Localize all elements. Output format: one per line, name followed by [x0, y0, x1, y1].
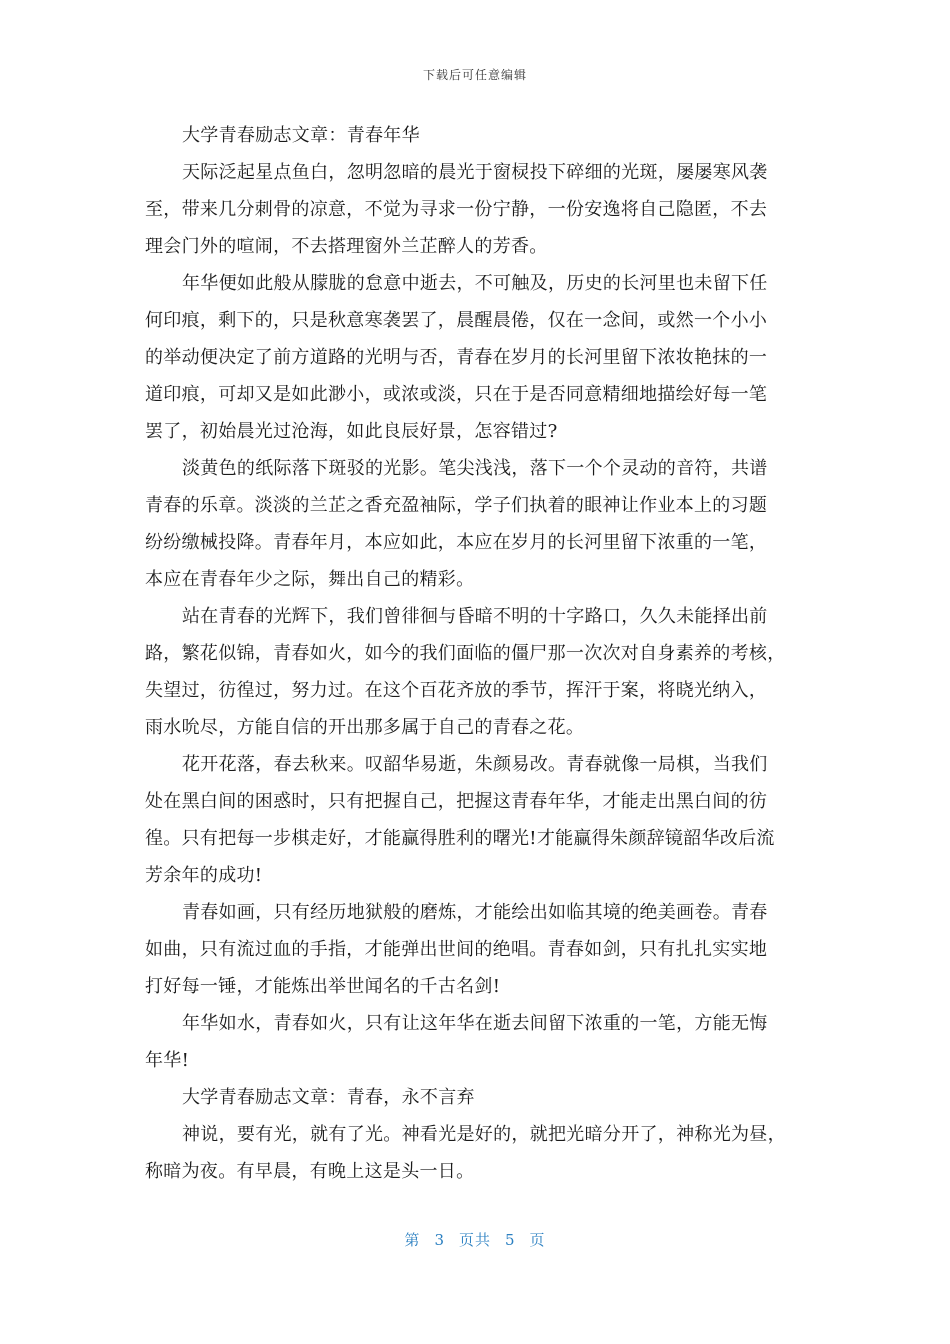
footer-total-pages: 5 — [505, 1231, 516, 1249]
text-line: 罢了，初始晨光过沧海，如此良辰好景，怎容错过? — [145, 421, 558, 442]
footer-suffix: 页 — [529, 1231, 546, 1249]
footer-page-number: 3 — [434, 1231, 445, 1249]
text-line: 何印痕，剩下的，只是秋意寒袭罢了，晨醒晨倦，仅在一念间，或然一个小小 — [145, 310, 768, 331]
text-line: 天际泛起星点鱼白，忽明忽暗的晨光于窗棂投下碎细的光斑，屡屡寒风袭 — [182, 162, 768, 183]
text-line: 站在青春的光辉下，我们曾徘徊与昏暗不明的十字路口，久久未能择出前 — [182, 606, 768, 627]
text-line: 打好每一锤，才能炼出举世闻名的千古名剑! — [145, 976, 501, 997]
text-line: 理会门外的喧闹，不去搭理窗外兰芷醉人的芳香。 — [145, 236, 548, 257]
page-footer — [0, 1229, 950, 1250]
article-body — [145, 117, 809, 1190]
text-line: 如曲，只有流过血的手指，才能弹出世间的绝唱。青春如剑，只有扎扎实实地 — [145, 939, 768, 960]
text-line: 年华! — [145, 1050, 190, 1071]
text-line: 青春如画，只有经历地狱般的磨炼，才能绘出如临其境的绝美画卷。青春 — [182, 902, 768, 923]
text-line: 神说，要有光，就有了光。神看光是好的，就把光暗分开了，神称光为昼， — [182, 1124, 786, 1145]
text-line: 雨水吮尽，方能自信的开出那多属于自己的青春之花。 — [145, 717, 585, 738]
text-line: 青春的乐章。淡淡的兰芷之香充盈袖际，学子们执着的眼神让作业本上的习题 — [145, 495, 768, 516]
text-line: 道印痕，可却又是如此渺小，或浓或淡，只在于是否同意精细地描绘好每一笔 — [145, 384, 768, 405]
footer-middle: 页共 — [458, 1231, 491, 1249]
text-line: 的举动便决定了前方道路的光明与否，青春在岁月的长河里留下浓妆艳抹的一 — [145, 347, 768, 368]
text-line: 年华便如此般从朦胧的怠意中逝去，不可触及，历史的长河里也未留下任 — [182, 273, 768, 294]
text-line: 称暗为夜。有早晨，有晚上这是头一日。 — [145, 1161, 475, 1182]
text-line: 淡黄色的纸际落下斑驳的光影。笔尖浅浅，落下一个个灵动的音符，共谱 — [182, 458, 768, 479]
text-line: 年华如水，青春如火，只有让这年华在逝去间留下浓重的一笔，方能无悔 — [182, 1013, 768, 1034]
text-line: 路，繁花似锦，青春如火，如今的我们面临的僵尸那一次次对自身素养的考核， — [145, 643, 786, 664]
text-line: 本应在青春年少之际，舞出自己的精彩。 — [145, 569, 475, 590]
header-note: 下载后可任意编辑 — [422, 68, 527, 82]
text-line: 失望过，彷徨过，努力过。在这个百花齐放的季节，挥汗于案，将晓光纳入， — [145, 680, 768, 701]
text-line: 至，带来几分刺骨的凉意，不觉为寻求一份宁静，一份安逸将自己隐匿，不去 — [145, 199, 768, 220]
footer-prefix: 第 — [404, 1231, 421, 1249]
text-line: 处在黑白间的困惑时，只有把握自己，把握这青春年华，才能走出黑白间的彷 — [145, 791, 768, 812]
text-line: 芳余年的成功! — [145, 865, 263, 886]
text-line: 纷纷缴械投降。青春年月，本应如此，本应在岁月的长河里留下浓重的一笔， — [145, 532, 768, 553]
text-line: 大学青春励志文章：青春，永不言弃 — [182, 1087, 475, 1108]
text-line: 花开花落，春去秋来。叹韶华易逝，朱颜易改。青春就像一局棋，当我们 — [182, 754, 768, 775]
text-line: 徨。只有把每一步棋走好，才能赢得胜利的曙光!才能赢得朱颜辞镜韶华改后流 — [145, 828, 775, 849]
text-line: 大学青春励志文章：青春年华 — [182, 125, 420, 146]
